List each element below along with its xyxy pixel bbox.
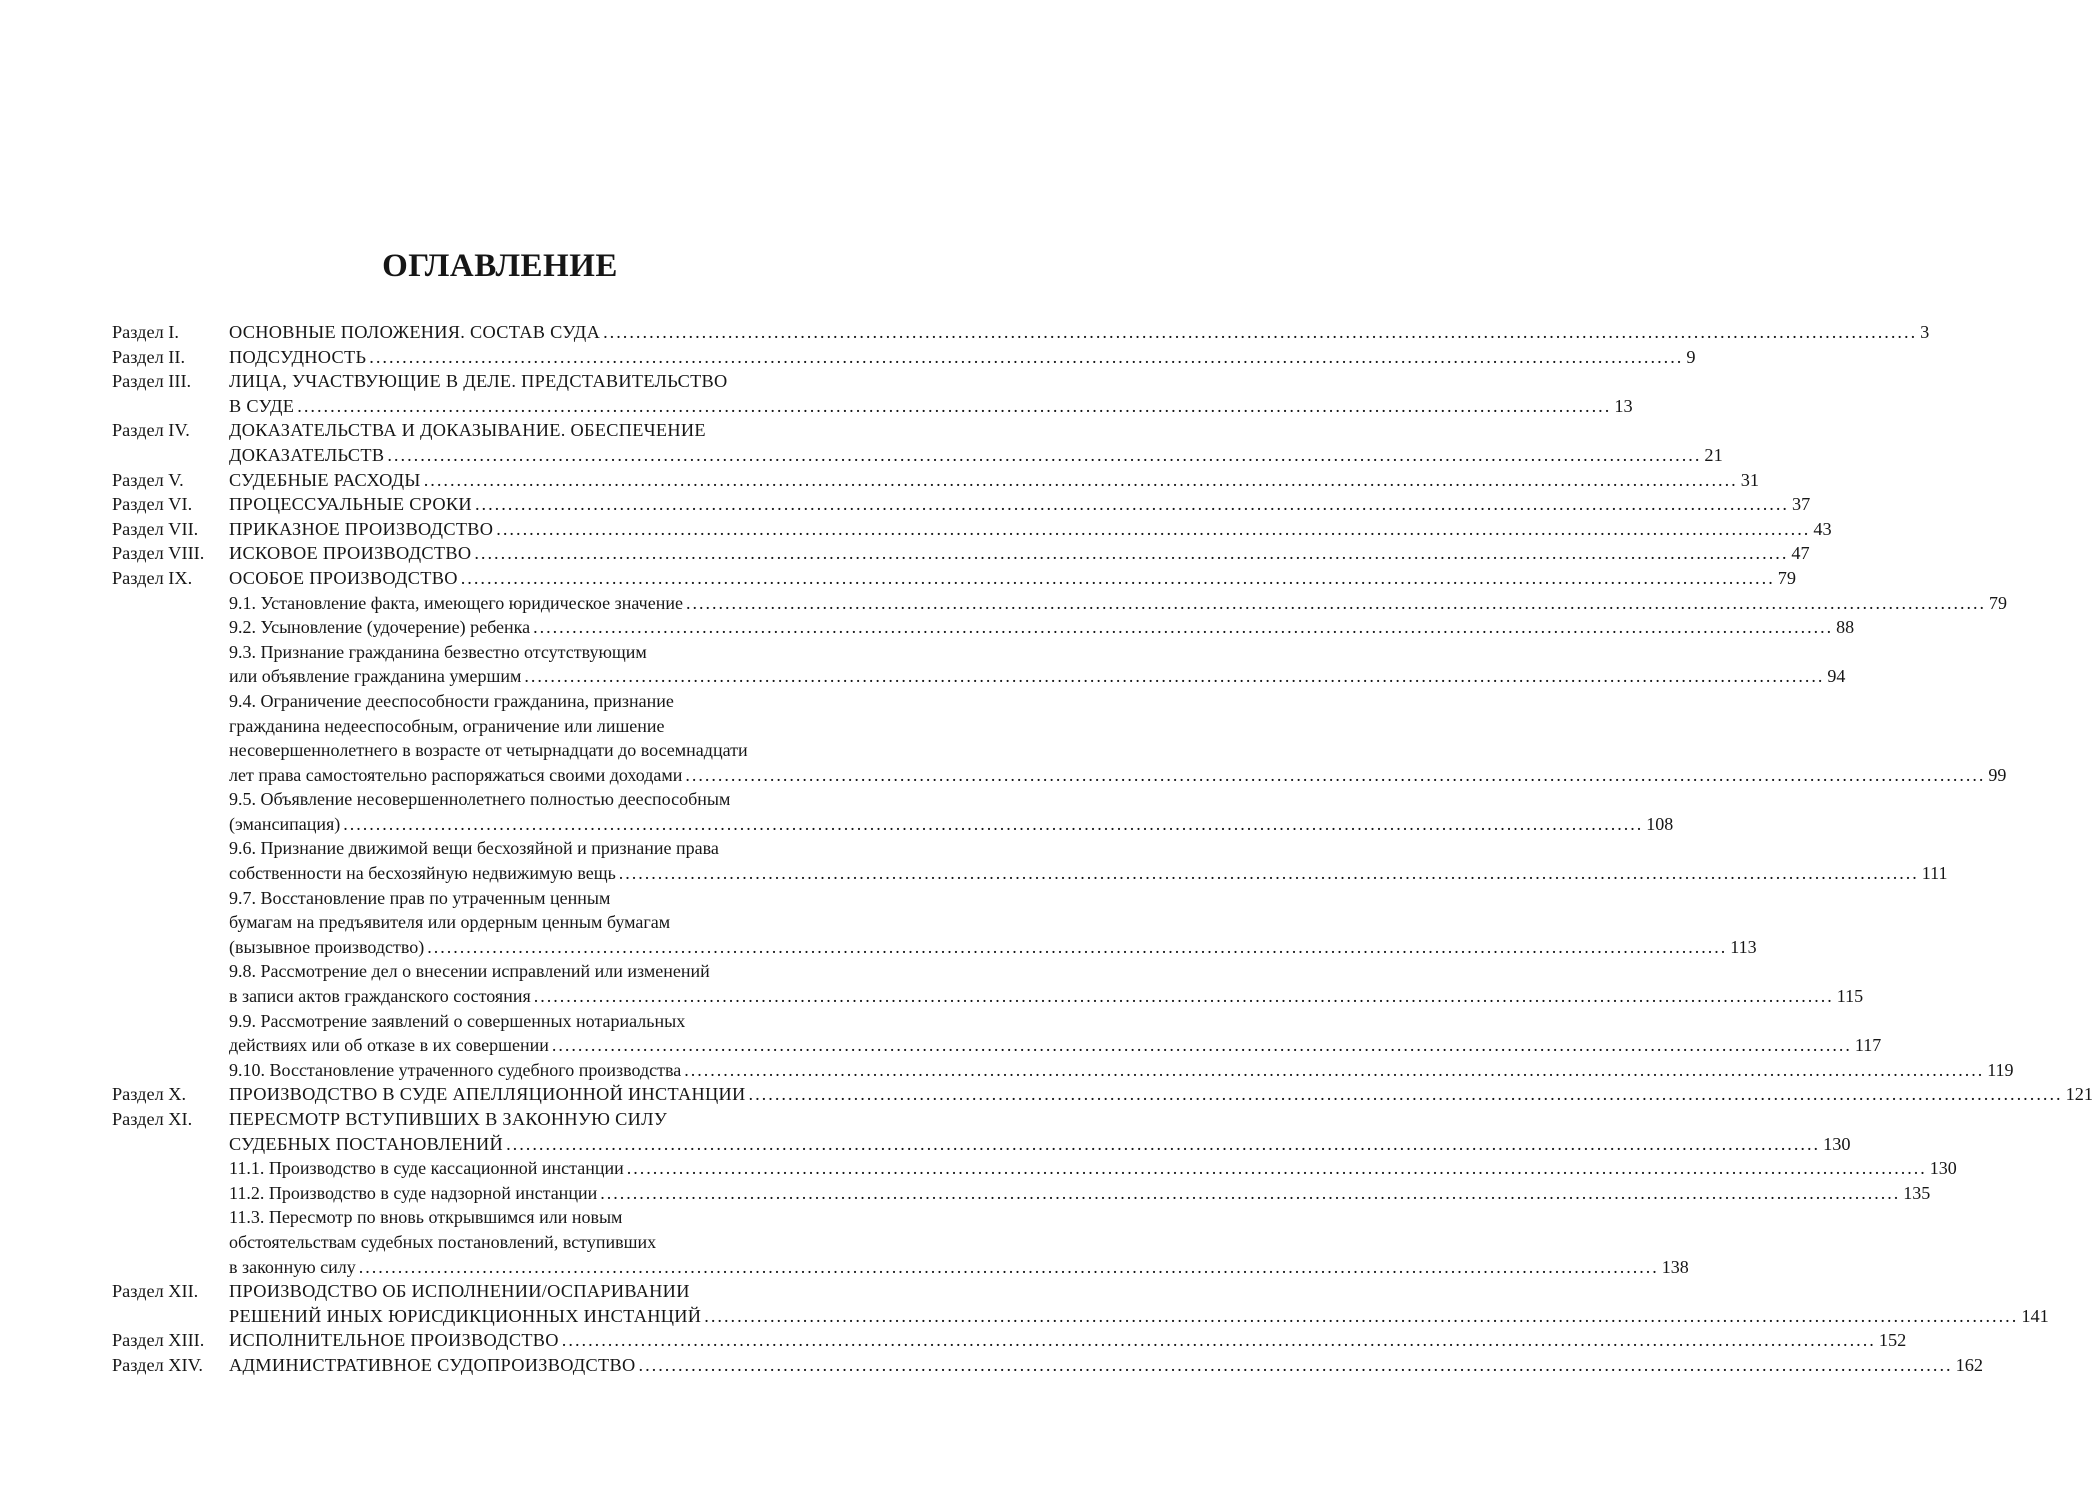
page-number[interactable]: 3 [1920,322,1930,342]
entry-title-line: 11.1. Производство в суде кассационной инстанции [229,1158,624,1179]
entry-title-line: в записи актов гражданского состояния [229,986,531,1007]
entry-body [229,1009,1882,1058]
entry-body [229,369,1633,418]
entry-body [229,418,1723,467]
section-number [112,615,229,640]
section-number [112,1205,229,1279]
entry-title-line: ИСКОВОЕ ПРОИЗВОДСТВО [229,543,472,564]
section-number [112,886,229,960]
section-number [112,836,229,885]
entry-body [229,886,1757,960]
entry-title-line: 9.10. Восстановление утраченного судебного производства [229,1059,682,1080]
page-number[interactable]: 79 [1777,567,1797,588]
entry-title-line: ЛИЦА, УЧАСТВУЮЩИЕ В ДЕЛЕ. ПРЕДСТАВИТЕЛЬСТВО [229,371,728,392]
entry-title-line: СУДЕБНЫХ ПОСТАНОВЛЕНИЙ [229,1133,504,1154]
page-number[interactable]: 162 [1955,1354,1983,1375]
entry-body [229,1328,1907,1353]
entry-body [229,959,1864,1008]
dot-leader: ........................................................................................................................................................................................................ [626,1158,1927,1179]
toc-subentry[interactable] [112,591,2007,616]
entry-title-line: 9.7. Восстановление прав по утраченным ценным [229,887,611,908]
section-number: Раздел XI. [112,1109,193,1129]
entry-body [229,689,2007,787]
section-number: Раздел VI. [112,494,193,515]
entry-body [229,1279,2049,1328]
toc-subentry[interactable] [112,1058,2014,1083]
dot-leader: ........................................................................................................................................................................................................ [561,1330,1876,1351]
entry-title-line: 9.5. Объявление несовершеннолетнего полностью дееспособным [229,789,731,810]
section-number: Раздел XIII. [112,1330,205,1351]
page-number[interactable]: 138 [1661,1256,1689,1277]
page-number[interactable]: 111 [1921,863,1948,884]
section-number: Раздел I. [112,322,179,342]
page-number[interactable]: 13 [1614,395,1633,416]
toc-entry[interactable] [112,468,1760,493]
entry-body [229,787,1674,836]
dot-leader: ........................................................................................................................................................................................................ [524,666,1825,687]
page-number[interactable]: 117 [1854,1035,1882,1056]
entry-body [229,492,1811,517]
toc-entry[interactable] [112,541,1810,566]
toc-subentry[interactable] [112,836,1948,885]
entry-title-line: ОСОБОЕ ПРОИЗВОДСТВО [229,567,458,588]
page-number[interactable]: 115 [1836,986,1864,1007]
entry-title-line: 11.3. Пересмотр по вновь открывшимся или новым [229,1207,623,1228]
dot-leader: ........................................................................................................................................................................................................ [551,1035,1852,1056]
dot-leader: ........................................................................................................................................................................................................ [704,1305,2019,1326]
toc-subentry[interactable] [112,959,1864,1008]
entry-title-line: бумагам на предъявителя или ордерным ценным бумагам [229,912,671,933]
entry-body [229,1107,1851,1156]
entry-title-line: АДМИНИСТРАТИВНОЕ СУДОПРОИЗВОДСТВО [229,1354,636,1375]
entry-body [229,1156,1957,1181]
toc-subentry[interactable] [112,1009,1882,1058]
entry-title-line: ПРОИЗВОДСТВО ОБ ИСПОЛНЕНИИ/ОСПАРИВАНИИ [229,1281,690,1302]
entry-body [229,1353,1983,1378]
toc-subentry[interactable] [112,689,2007,787]
dot-leader: ........................................................................................................................................................................................................ [685,592,1986,613]
entry-body [229,320,1930,345]
entry-body [229,468,1760,493]
page-number[interactable]: 88 [1836,617,1855,638]
toc-entry[interactable] [112,320,1930,345]
entry-title-line: ПРОИЗВОДСТВО В СУДЕ АПЕЛЛЯЦИОННОЙ ИНСТАНЦИИ [229,1084,746,1105]
toc-subentry[interactable] [112,1156,1957,1181]
entry-title-line: ПОДСУДНОСТЬ [229,346,367,367]
toc-subentry[interactable] [112,787,1674,836]
entry-body [229,1058,2014,1083]
entry-title-line: 9.3. Признание гражданина безвестно отсутствующим [229,641,647,662]
toc-entry[interactable] [112,418,1723,467]
page-number[interactable]: 47 [1791,543,1810,564]
entry-title-line: 9.8. Рассмотрение дел о внесении исправлений или изменений [229,961,710,982]
dot-leader: ........................................................................................................................................................................................................ [460,567,1775,588]
dot-leader: ........................................................................................................................................................................................................ [533,617,1834,638]
entry-title-line: ДОКАЗАТЕЛЬСТВА И ДОКАЗЫВАНИЕ. ОБЕСПЕЧЕНИЕ [229,420,706,441]
entry-title-line: (эмансипация) [229,813,341,834]
dot-leader: ........................................................................................................................................................................................................ [343,813,1644,834]
entry-title-line: (вызывное производство) [229,936,425,957]
page-number[interactable]: 121 [2065,1084,2093,1105]
toc-subentry[interactable] [112,615,1855,640]
page-number[interactable]: 130 [1929,1158,1957,1179]
dot-leader: ........................................................................................................................................................................................................ [638,1354,1953,1375]
table-of-contents [112,320,2093,1378]
entry-title-line: ДОКАЗАТЕЛЬСТВ [229,444,385,465]
dot-leader: ........................................................................................................................................................................................................ [496,518,1811,539]
section-number: Раздел X. [112,1084,187,1105]
toc-subentry[interactable] [112,1181,1931,1206]
toc-entry[interactable] [112,1328,1907,1353]
page-number[interactable]: 21 [1704,444,1723,465]
page-number[interactable]: 31 [1740,469,1760,490]
toc-entry[interactable] [112,1107,1851,1156]
dot-leader: ........................................................................................................................................................................................................ [603,322,1918,342]
toc-entry[interactable] [112,517,1832,542]
toc-entry[interactable] [112,566,1797,591]
entry-title-line: ПРИКАЗНОЕ ПРОИЗВОДСТВО [229,518,494,539]
dot-leader: ........................................................................................................................................................................................................ [533,986,1834,1007]
page-number[interactable]: 108 [1646,813,1674,834]
page-number[interactable]: 37 [1792,494,1811,515]
toc-subentry[interactable] [112,1205,1689,1279]
entry-title-line: 9.4. Ограничение дееспособности гражданина, признание [229,690,674,711]
toc-entry[interactable] [112,1279,2049,1328]
entry-title-line: действиях или об отказе в их совершении [229,1035,549,1056]
entry-title-line: 11.2. Производство в суде надзорной инстанции [229,1182,598,1203]
dot-leader: ........................................................................................................................................................................................................ [427,936,1728,957]
entry-title-line: или объявление гражданина умершим [229,666,522,687]
entry-title-line: ПЕРЕСМОТР ВСТУПИВШИХ В ЗАКОННУЮ СИЛУ [229,1109,668,1129]
section-number [112,591,229,616]
toc-entry[interactable] [112,369,1633,418]
entry-title-line: 9.2. Усыновление (удочерение) ребенка [229,617,531,638]
entry-body [229,517,1832,542]
entry-title-line: 9.9. Рассмотрение заявлений о совершенных нотариальных [229,1010,686,1031]
toc-entry[interactable] [112,1353,1983,1378]
dot-leader: ........................................................................................................................................................................................................ [297,395,1612,416]
entry-title-line: в законную силу [229,1256,356,1277]
entry-body [229,640,1846,689]
section-number: Раздел VII. [112,518,199,539]
toc-subentry[interactable] [112,886,1757,960]
page-number[interactable]: 94 [1827,666,1846,687]
dot-leader: ........................................................................................................................................................................................................ [685,764,1986,785]
entry-body [229,541,1810,566]
entry-title-line: ПРОЦЕССУАЛЬНЫЕ СРОКИ [229,494,472,515]
entry-body [229,566,1797,591]
entry-body [229,1205,1689,1279]
page-number[interactable]: 99 [1988,764,2007,785]
page-number[interactable]: 9 [1686,346,1696,367]
dot-leader: ........................................................................................................................................................................................................ [600,1182,1901,1203]
section-number [112,1156,229,1181]
entry-body [229,615,1855,640]
page-number[interactable]: 141 [2021,1305,2049,1326]
page-number[interactable]: 152 [1878,1330,1907,1351]
toc-entry[interactable] [112,1082,2093,1107]
dot-leader: ........................................................................................................................................................................................................ [506,1133,1821,1154]
entry-title-line: РЕШЕНИЙ ИНЫХ ЮРИСДИКЦИОННЫХ ИНСТАНЦИЙ [229,1305,702,1326]
section-number [112,640,229,689]
entry-body [229,1082,2093,1107]
section-number [112,1181,229,1206]
entry-body [229,345,1696,370]
section-number: Раздел XIV. [112,1354,203,1375]
dot-leader: ........................................................................................................................................................................................................ [748,1084,2063,1105]
section-number [112,1058,229,1083]
dot-leader: ........................................................................................................................................................................................................ [423,469,1738,490]
section-number [112,787,229,836]
entry-body [229,591,2007,616]
section-number: Раздел XII. [112,1281,199,1302]
dot-leader: ........................................................................................................................................................................................................ [474,494,1789,515]
entry-title-line: несовершеннолетнего в возрасте от четырнадцати до восемнадцати [229,740,748,761]
entry-title-line: собственности на бесхозяйную недвижимую вещь [229,863,616,884]
entry-title-line: лет права самостоятельно распоряжаться своими доходами [229,764,683,785]
page-number[interactable]: 119 [1987,1059,2014,1080]
page-number[interactable]: 135 [1903,1182,1931,1203]
entry-title-line: В СУДЕ [229,395,295,416]
page-number[interactable]: 113 [1730,936,1757,957]
entry-body [229,1181,1931,1206]
dot-leader: ........................................................................................................................................................................................................ [474,543,1789,564]
dot-leader: ........................................................................................................................................................................................................ [684,1059,1985,1080]
entry-title-line: обстоятельствам судебных постановлений, вступивших [229,1231,657,1252]
section-number [112,689,229,787]
toc-entry[interactable] [112,492,1811,517]
entry-body [229,836,1948,885]
section-number: Раздел II. [112,346,186,367]
toc-subentry[interactable] [112,640,1846,689]
page-number[interactable]: 79 [1988,592,2007,613]
section-number: Раздел IV. [112,420,190,441]
page-number[interactable]: 43 [1813,518,1832,539]
section-number: Раздел VIII. [112,543,205,564]
page-number[interactable]: 130 [1823,1133,1851,1154]
entry-title-line: 9.6. Признание движимой вещи бесхозяйной и признание права [229,838,719,859]
dot-leader: ........................................................................................................................................................................................................ [358,1256,1659,1277]
entry-title-line: ИСПОЛНИТЕЛЬНОЕ ПРОИЗВОДСТВО [229,1330,559,1351]
toc-entry[interactable] [112,345,1696,370]
entry-title-line: ОСНОВНЫЕ ПОЛОЖЕНИЯ. СОСТАВ СУДА [229,322,601,342]
section-number [112,959,229,1008]
entry-title-line: 9.1. Установление факта, имеющего юридическое значение [229,592,683,613]
section-number [112,1009,229,1058]
entry-title-line: СУДЕБНЫЕ РАСХОДЫ [229,469,421,490]
page-title: ОГЛАВЛЕНИЕ [382,248,618,284]
section-number: Раздел IX. [112,567,193,588]
section-number: Раздел III. [112,371,192,392]
entry-title-line: гражданина недееспособным, ограничение или лишение [229,715,665,736]
dot-leader: ........................................................................................................................................................................................................ [387,444,1702,465]
dot-leader: ........................................................................................................................................................................................................ [369,346,1684,367]
section-number: Раздел V. [112,469,184,490]
dot-leader: ........................................................................................................................................................................................................ [618,863,1919,884]
